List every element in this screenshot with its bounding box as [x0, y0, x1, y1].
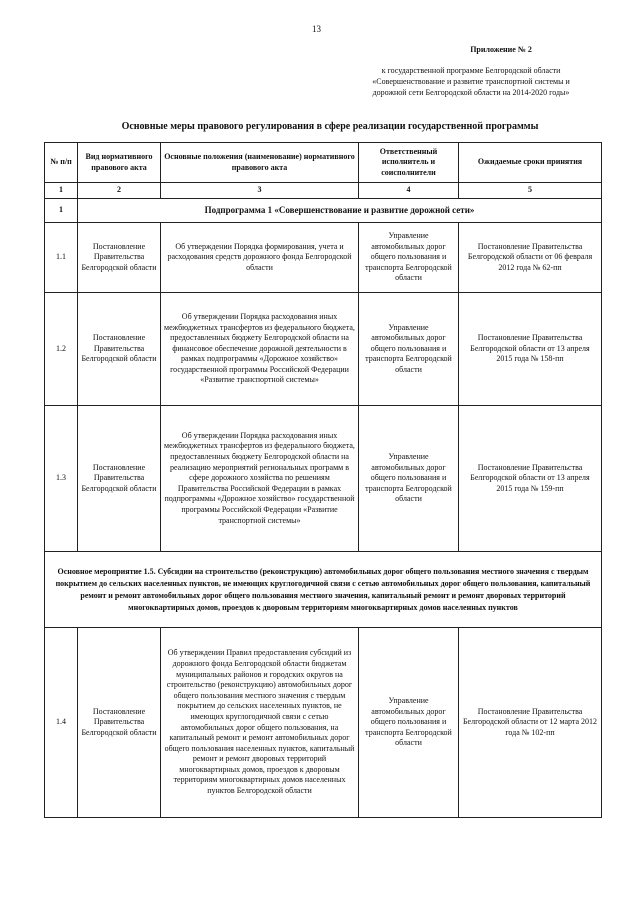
header-exec: Ответственный исполнитель и соисполнители	[359, 143, 459, 183]
table-header-row	[45, 143, 602, 183]
row-type: Постановление Правительства Белгородской области	[78, 406, 161, 552]
document-heading: Основные меры правового регулирования в сфере реализации государственной программы	[121, 121, 539, 132]
row-term: Постановление Правительства Белгородской области от 12 марта 2012 года № 102-пп	[459, 628, 602, 818]
column-numbers-row	[45, 183, 602, 199]
measure-title: Основное мероприятие 1.5. Субсидии на строительство (реконструкцию) автомобильных дорог общего пользования местного значения с твердым покрытием до сельских населенных пунктов, не имеющих круглогодичной связи с сетью автомобильных дорог общего пользования, капитальный ремонт и ремонт автомобильных дорог общего пользования местного значения, капитальный ремонт и ремонт дворовых территорий многоквартирных домов, проездов к дворовым территориям многоквартирных домов населенных пунктов	[45, 552, 602, 628]
row-num: 1.4	[45, 628, 78, 818]
table-row	[45, 628, 602, 818]
row-term: Постановление Правительства Белгородской области от 13 апреля 2015 года № 158-пп	[459, 293, 602, 406]
col-number: 2	[78, 183, 161, 199]
table-row	[45, 406, 602, 552]
row-content: Об утверждении Порядка расходования иных межбюджетных трансфертов из федерального бюджета, предоставленных бюджету Белгородской области на финансовое обеспечение дорожной деятельности в рамках подпрограммы «Дорожное хозяйство» государственной программы Российской Федерации «Развитие транспортной системы»	[161, 293, 359, 406]
row-num: 1.2	[45, 293, 78, 406]
subprogram-row	[45, 199, 602, 223]
subprogram-title: Подпрограмма 1 «Совершенствование и развитие дорожной сети»	[78, 199, 602, 223]
appendix-line: к государственной программе Белгородской области	[381, 66, 561, 75]
appendix-line: дорожной сети Белгородской области на 2014-2020 годы»	[372, 88, 570, 97]
col-number: 5	[459, 183, 602, 199]
page-number: 13	[312, 24, 321, 34]
row-type: Постановление Правительства Белгородской области	[78, 628, 161, 818]
header-num: № п/п	[45, 143, 78, 183]
regulation-table	[44, 142, 602, 818]
col-number: 4	[359, 183, 459, 199]
row-num: 1.3	[45, 406, 78, 552]
row-type: Постановление Правительства Белгородской области	[78, 293, 161, 406]
col-number: 1	[45, 183, 78, 199]
row-term: Постановление Правительства Белгородской области от 06 февраля 2012 года № 62-пп	[459, 223, 602, 293]
col-number: 3	[161, 183, 359, 199]
row-exec: Управление автомобильных дорог общего пользования и транспорта Белгородской области	[359, 223, 459, 293]
row-term: Постановление Правительства Белгородской области от 13 апреля 2015 года № 159-пп	[459, 406, 602, 552]
row-exec: Управление автомобильных дорог общего пользования и транспорта Белгородской области	[359, 628, 459, 818]
header-content: Основные положения (наименование) нормативного правового акта	[161, 143, 359, 183]
measure-row	[45, 552, 602, 628]
row-exec: Управление автомобильных дорог общего пользования и транспорта Белгородской области	[359, 406, 459, 552]
row-exec: Управление автомобильных дорог общего пользования и транспорта Белгородской области	[359, 293, 459, 406]
subprogram-num: 1	[45, 199, 78, 223]
table-row	[45, 293, 602, 406]
appendix-line: «Совершенствование и развитие транспортной системы и	[372, 77, 570, 86]
row-content: Об утверждении Правил предоставления субсидий из дорожного фонда Белгородской области бюджетам муниципальных районов и городских округов на строительство (реконструкцию) автомобильных дорог общего пользования местного значения с твердым покрытием до сельских населенных пунктов, не имеющих круглогодичной связи с сетью автомобильных дорог общего пользования, на капитальный ремонт и ремонт автомобильных дорог общего пользования населенных пунктов, капитальный ремонт и ремонт дворовых территорий многоквартирных домов, проездов к дворовым территориям многоквартирных домов населенных пунктов Белгородской области	[161, 628, 359, 818]
appendix-block	[340, 44, 602, 98]
header-term: Ожидаемые сроки принятия	[459, 143, 602, 183]
row-type: Постановление Правительства Белгородской области	[78, 223, 161, 293]
row-content: Об утверждении Порядка формирования, учета и расходования средств дорожного фонда Белгородской области	[161, 223, 359, 293]
row-content: Об утверждении Порядка расходования иных межбюджетных трансфертов из федерального бюджета, предоставленных бюджету Белгородской области на реализацию мероприятий региональных программ в сфере дорожного хозяйства по решениям Правительства Российской Федерации в рамках подпрограммы «Дорожное хозяйство» государственной программы Российской Федерации «Развитие транспортной системы»	[161, 406, 359, 552]
header-type: Вид нормативного правового акта	[78, 143, 161, 183]
appendix-title: Приложение № 2	[470, 45, 532, 54]
row-num: 1.1	[45, 223, 78, 293]
table-row	[45, 223, 602, 293]
